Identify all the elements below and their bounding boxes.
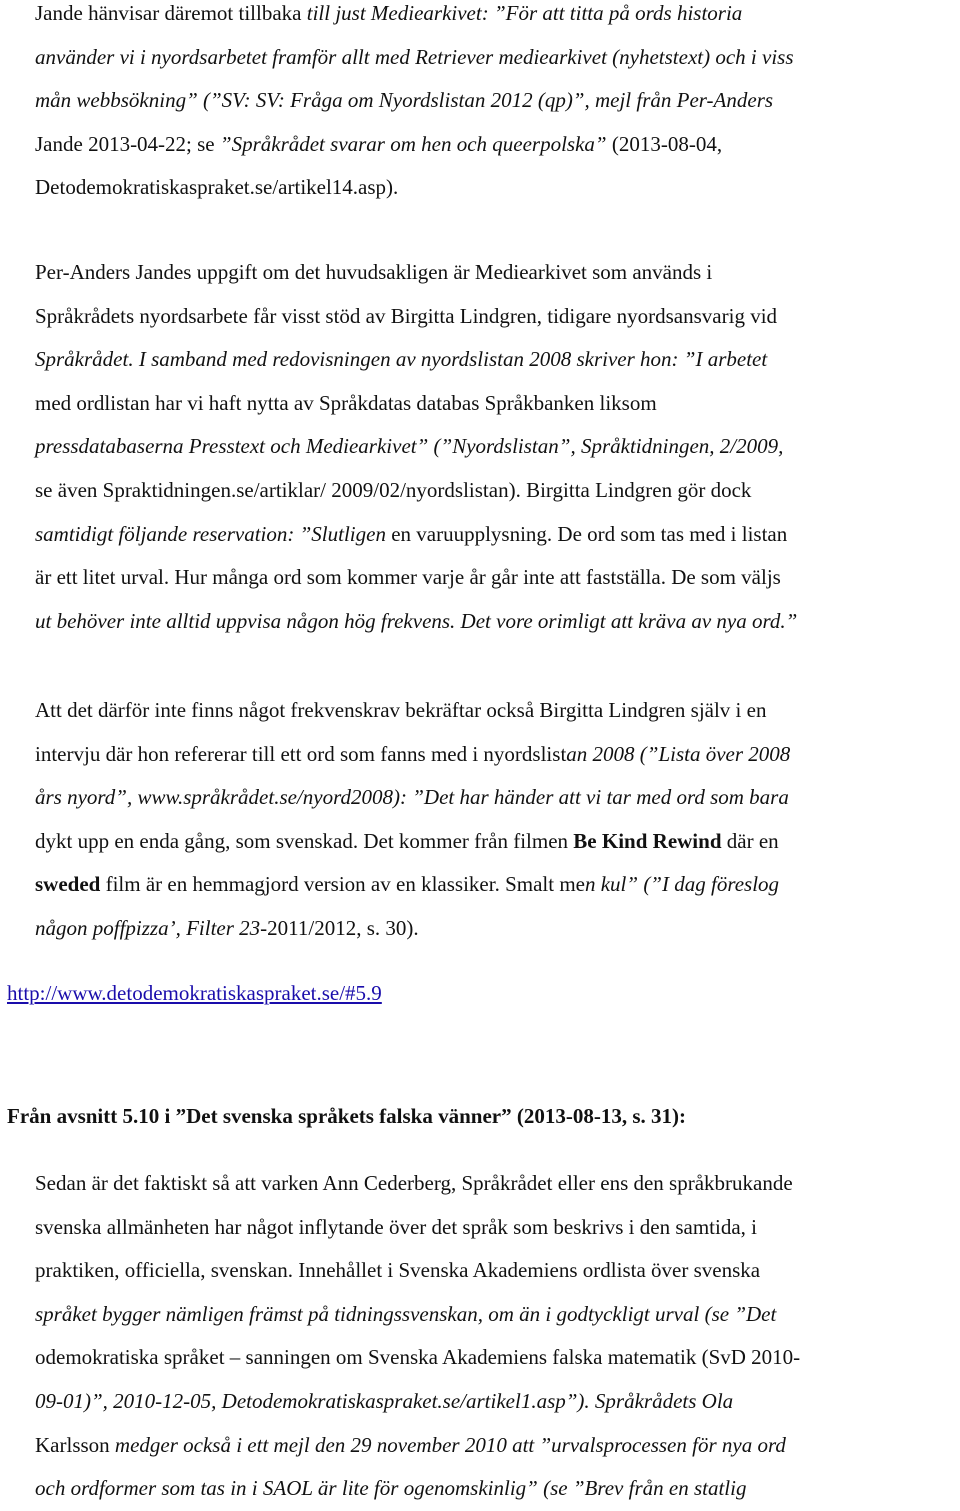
text-line: praktiken, officiella, svenskan. Innehållet i Svenska Akademiens ordlista över svenska <box>35 1258 761 1283</box>
text-line: mån webbsökning” (”SV: SV: Fråga om Nyordslistan 2012 (qp)”, mejl från Per-Anders <box>35 88 774 113</box>
text-line: Jande 2013-04-22; se ”Språkrådet svarar om hen och queerpolska” (2013-08-04, <box>35 131 723 156</box>
paragraph-1 <box>35 0 955 210</box>
text-line: språket bygger nämligen främst på tidningssvenskan, om än i godtyckligt urval (se ”Det <box>35 1301 777 1326</box>
text-line: dykt upp en enda gång, som svenskad. Det kommer från filmen Be Kind Rewind där en <box>35 828 779 853</box>
section-heading: Från avsnitt 5.10 i ”Det svenska språkets falska vänner” (2013-08-13, s. 31): <box>7 1104 686 1128</box>
text-line: Jande hänvisar däremot tillbaka till just Mediearkivet: ”För att titta på ords historia <box>35 1 743 25</box>
text-line: Att det därför inte finns något frekvenskrav bekräftar också Birgitta Lindgren själv i en <box>35 698 767 722</box>
text-line: Språkrådets nyordsarbete får visst stöd av Birgitta Lindgren, tidigare nyordsansvarig vid <box>35 303 778 328</box>
text-line: Sedan är det faktiskt så att varken Ann Cederberg, Språkrådet eller ens den språkbrukande <box>35 1171 793 1195</box>
paragraph-3 <box>35 689 955 951</box>
text-line: sweded film är en hemmagjord version av en klassiker. Smalt men kul” (”I dag föreslog <box>35 872 780 897</box>
text-line: använder vi i nyordsarbetet framför allt med Retriever mediearkivet (nyhetstext) och i viss <box>35 44 794 69</box>
text-line: Per-Anders Jandes uppgift om det huvudsakligen är Mediearkivet som används i <box>35 260 713 284</box>
text-line: pressdatabaserna Presstext och Mediearkivet” (”Nyordslistan”, Språktidningen, 2/2009, <box>35 434 784 459</box>
text-line: någon poffpizza’, Filter 23-2011/2012, s. 30). <box>35 915 419 940</box>
paragraph-2 <box>35 251 955 643</box>
text-line: är ett litet urval. Hur många ord som kommer varje år går inte att fastställa. De som väljs <box>35 565 781 590</box>
text-line: Detodemokratiskaspraket.se/artikel14.asp). <box>35 175 399 200</box>
text-line: svenska allmänheten har något inflytande över det språk som beskrivs i den samtida, i <box>35 1214 757 1239</box>
text-line: års nyord”, www.språkrådet.se/nyord2008): ”Det har händer att vi tar med ord som bara <box>35 785 789 810</box>
text-line: intervju där hon refererar till ett ord som fanns med i nyordslistan 2008 (”Lista över 2008 <box>35 741 791 766</box>
source-link[interactable]: http://www.detodemokratiskaspraket.se/#5.9 <box>7 981 382 1005</box>
text-line: ut behöver inte alltid uppvisa någon hög frekvens. Det vore orimligt att kräva av nya ord.” <box>35 608 798 633</box>
text-line: se även Spraktidningen.se/artiklar/ 2009/02/nyordslistan). Birgitta Lindgren gör dock <box>35 477 752 502</box>
text-line: odemokratiska språket – sanningen om Svenska Akademiens falska matematik (SvD 2010- <box>35 1345 801 1370</box>
text-line: med ordlistan har vi haft nytta av Språkdatas databas Språkbanken liksom <box>35 390 657 415</box>
text-line: Språkrådet. I samband med redovisningen av nyordslistan 2008 skriver hon: ”I arbetet <box>35 347 768 372</box>
text-line: Karlsson medger också i ett mejl den 29 november 2010 att ”urvalsprocessen för nya ord <box>35 1432 786 1457</box>
paragraph-4 <box>35 1162 955 1511</box>
text-line: samtidigt följande reservation: ”Slutligen en varuupplysning. De ord som tas med i listan <box>35 521 788 546</box>
text-line: 09-01)”, 2010-12-05, Detodemokratiskaspraket.se/artikel1.asp”). Språkrådets Ola <box>35 1388 734 1413</box>
text-line: och ordformer som tas in i SAOL är lite för ogenomskinlig” (se ”Brev från en statlig <box>35 1476 747 1501</box>
